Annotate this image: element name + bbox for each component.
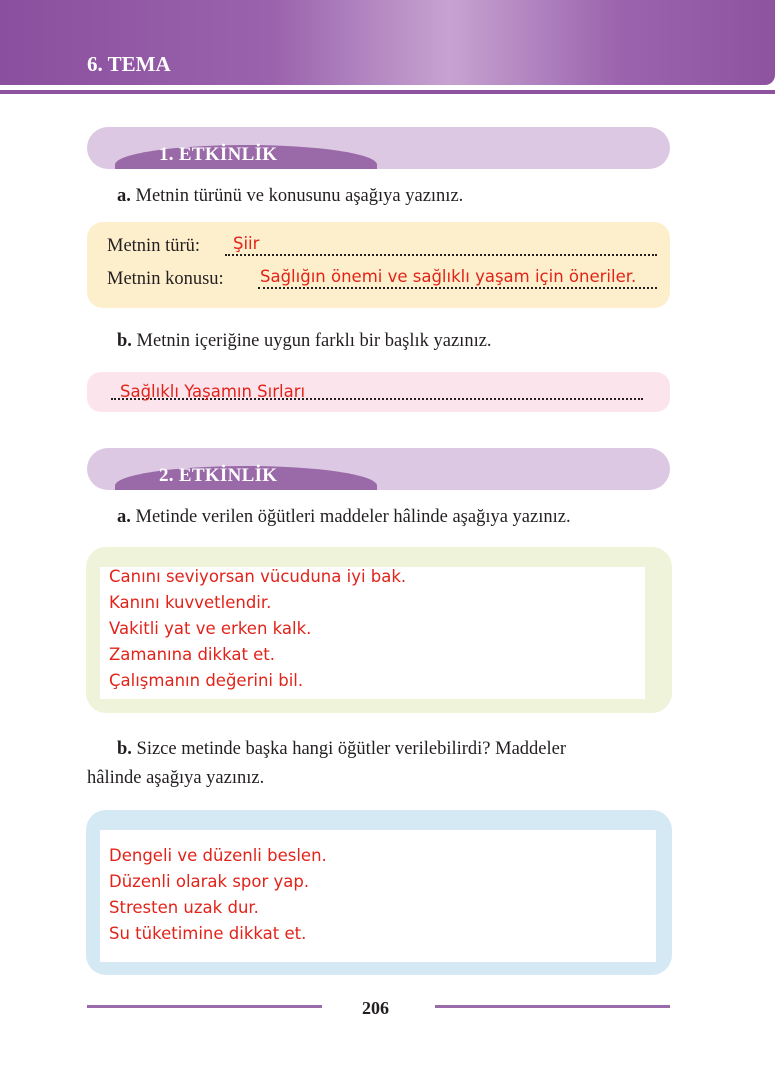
activity-1-title: 1. ETKİNLİK	[159, 144, 278, 165]
question-a-text: Metnin türünü ve konusunu aşağıya yazınız.	[135, 186, 464, 206]
text-topic-label: Metnin konusu:	[107, 269, 224, 289]
list-item: Kanını kuvvetlendir.	[109, 593, 272, 612]
question-b-text-line2: hâlinde aşağıya yazınız.	[87, 768, 265, 788]
type-topic-box	[87, 222, 670, 308]
question-b-marker: b.	[117, 739, 132, 759]
activity-2-question-b	[117, 739, 566, 760]
footer-line-left	[87, 1005, 322, 1008]
theme-title: 6. TEMA	[87, 52, 171, 76]
list-item: Dengeli ve düzenli beslen.	[109, 846, 327, 865]
list-item: Zamanına dikkat et.	[109, 645, 276, 664]
text-type-row	[107, 236, 657, 262]
list-item: Su tüketimine dikkat et.	[109, 924, 307, 943]
activity-2-banner	[87, 448, 670, 490]
text-topic-answer[interactable]: Sağlığın önemi ve sağlıklı yaşam için öneriler.	[260, 267, 637, 286]
given-advice-answer-area[interactable]	[100, 567, 645, 699]
list-item: Vakitli yat ve erken kalk.	[109, 619, 312, 638]
question-b-text-line1: Sizce metinde başka hangi öğütler verilebilirdi? Maddeler	[136, 739, 567, 759]
list-item: Düzenli olarak spor yap.	[109, 872, 310, 891]
alt-title-box	[87, 372, 670, 412]
list-item: Stresten uzak dur.	[109, 898, 259, 917]
list-item: Çalışmanın değerini bil.	[109, 671, 304, 690]
activity-1-question-a	[117, 186, 463, 207]
alt-title-answer[interactable]: Sağlıklı Yaşamın Sırları	[120, 382, 306, 401]
extra-advice-box	[86, 810, 672, 975]
question-b-text: Metnin içeriğine uygun farklı bir başlık yazınız.	[136, 331, 492, 351]
question-b-marker: b.	[117, 331, 132, 351]
text-type-dotted-line	[225, 236, 657, 256]
header-divider	[0, 90, 775, 94]
activity-1-banner	[87, 127, 670, 169]
text-topic-row	[107, 269, 657, 295]
activity-2-title: 2. ETKİNLİK	[159, 465, 278, 486]
list-item: Canını seviyorsan vücuduna iyi bak.	[109, 567, 407, 586]
footer-line-right	[435, 1005, 670, 1008]
question-a-marker: a.	[117, 507, 131, 527]
activity-1-question-b	[117, 331, 492, 352]
text-type-label: Metnin türü:	[107, 236, 201, 256]
question-a-marker: a.	[117, 186, 131, 206]
extra-advice-answer-area[interactable]	[100, 830, 656, 962]
given-advice-box	[86, 547, 672, 713]
activity-2-question-a	[117, 507, 571, 528]
question-a-text: Metinde verilen öğütleri maddeler hâlinde aşağıya yazınız.	[135, 507, 571, 527]
text-type-answer[interactable]: Şiir	[233, 234, 260, 253]
page-number: 206	[362, 998, 389, 1018]
